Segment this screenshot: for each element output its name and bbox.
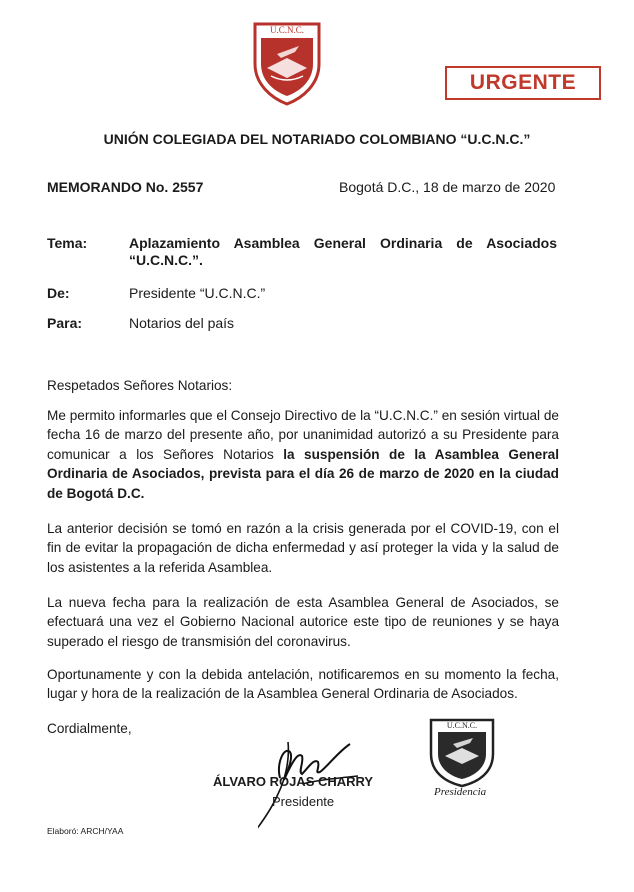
paragraph-3: La nueva fecha para la realización de esta Asamblea General de Asociados, se efectuará una vez el Gobierno Nacional autorice este tipo de reuniones y se haya superado el riesgo de transmisión del coronavirus.: [47, 595, 559, 649]
signer-name: ÁLVARO ROJAS CHARRY: [213, 774, 374, 789]
logo-text: U.C.N.C.: [269, 25, 305, 35]
paragraph-2: La anterior decisión se tomó en razón a la crisis generada por el COVID-19, con el fin de evitar la propagación de dicha enfermedad y así proteger la vida y la salud de los asistentes a la referida Asamblea.: [47, 521, 559, 575]
de-value: Presidente “U.C.N.C.”: [129, 285, 266, 301]
tema-label: Tema:: [47, 235, 88, 251]
para-value: Notarios del país: [129, 315, 235, 331]
tema-value: Aplazamiento Asamblea General Ordinaria de Asociados “U.C.N.C.”.: [129, 235, 557, 268]
paragraph-4: Oportunamente y con la debida antelación, notificaremos en su momento la fecha, lugar y hora de la realización de la Asamblea General Ordinaria de Asociados.: [47, 667, 559, 702]
organization-title: UNIÓN COLEGIADA DEL NOTARIADO COLOMBIANO “U.C.N.C.”: [103, 131, 531, 147]
paragraph-1: [47, 406, 559, 503]
memo-number: MEMORANDO No. 2557: [47, 179, 204, 195]
de-label: De:: [47, 285, 70, 301]
seal-caption: Presidencia: [434, 786, 487, 798]
seal-text: U.C.N.C.: [446, 721, 478, 730]
ucnc-logo: [247, 18, 327, 106]
paragraph-1-bold: la suspensión de la Asamblea General Ordinaria de Asociados, prevista para el día 26 de marzo de 2020 en la ciudad de Bogotá D.C.: [47, 446, 559, 501]
closing: Cordialmente,: [47, 721, 132, 736]
paragraph-1-text: Me permito informarles que el Consejo Directivo de la “U.C.N.C.” en sesión virtual de fecha 16 de marzo del presente año, por unanimidad autorizó a su Presidente para comunicar a los Señores Notarios: [47, 408, 559, 462]
salutation: Respetados Señores Notarios:: [47, 378, 233, 393]
prepared-by: Elaboró: ARCH/YAA: [47, 826, 124, 836]
signer-role: Presidente: [272, 794, 335, 809]
urgent-stamp: URGENTE: [445, 66, 601, 100]
memo-date: Bogotá D.C., 18 de marzo de 2020: [339, 179, 556, 195]
para-label: Para:: [47, 315, 83, 331]
